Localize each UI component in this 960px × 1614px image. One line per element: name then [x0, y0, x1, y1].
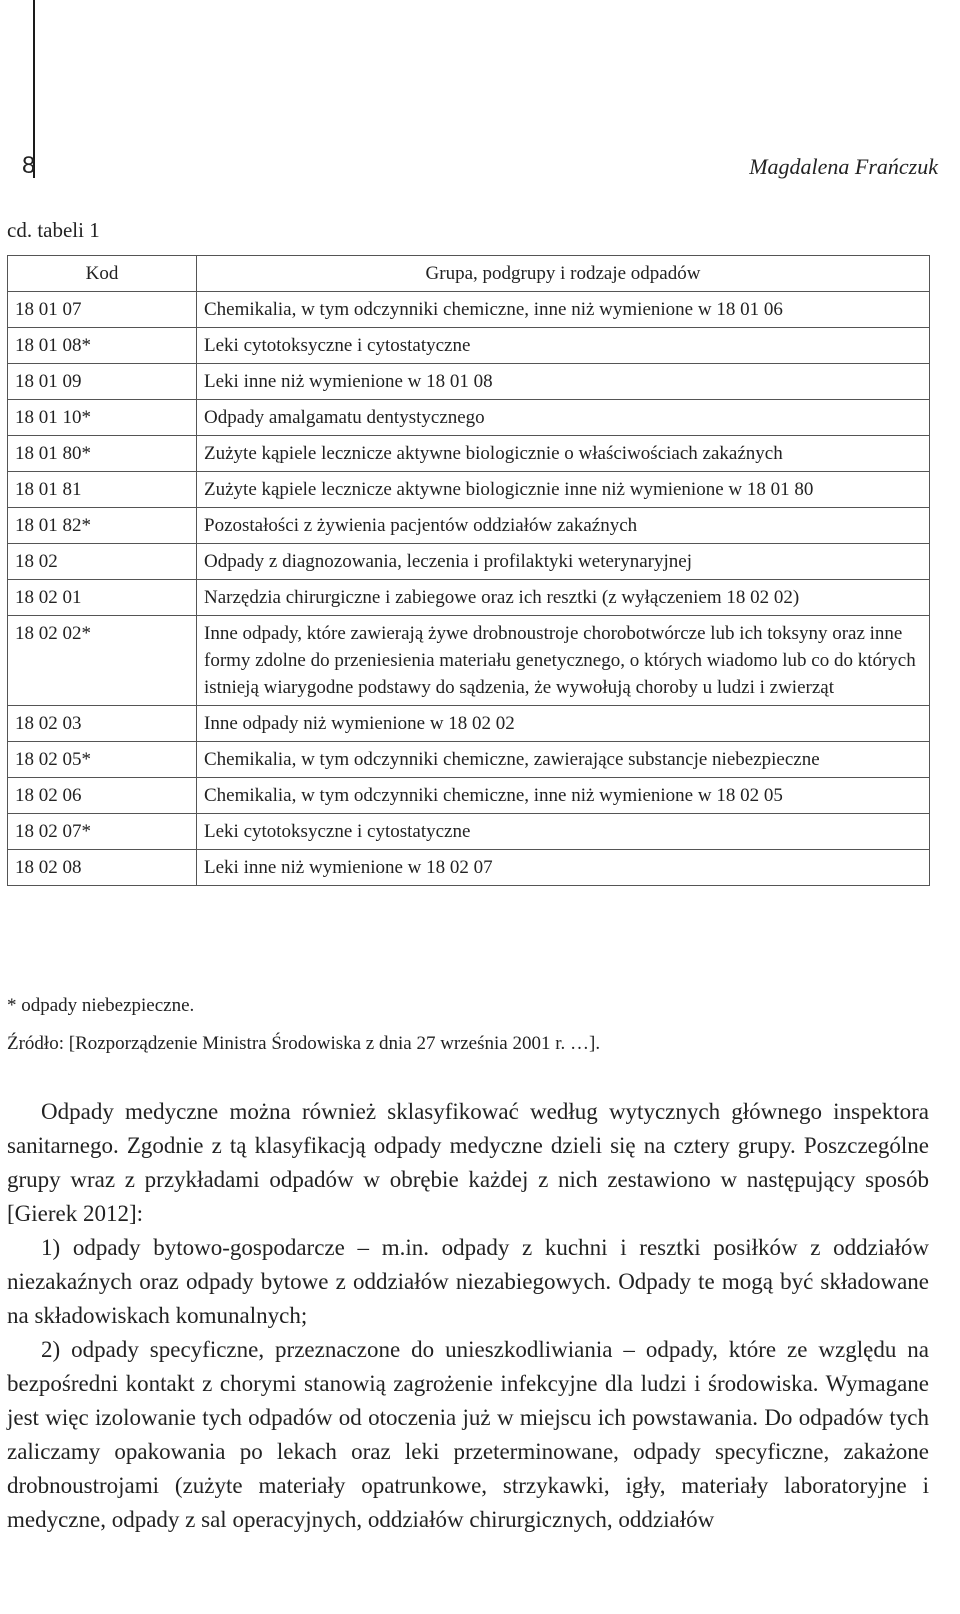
waste-description: Leki inne niż wymienione w 18 01 08 — [197, 364, 930, 400]
waste-code: 18 01 81 — [8, 472, 197, 508]
table-footnote: * odpady niebezpieczne. — [7, 995, 195, 1016]
waste-code: 18 01 80* — [8, 436, 197, 472]
running-header-author: Magdalena Frańczuk — [749, 154, 938, 179]
waste-description: Zużyte kąpiele lecznicze aktywne biologicznie inne niż wymienione w 18 01 80 — [197, 472, 930, 508]
table-row — [8, 400, 930, 436]
waste-code: 18 02 03 — [8, 706, 197, 742]
waste-description: Leki inne niż wymienione w 18 02 07 — [197, 850, 930, 886]
waste-code: 18 01 07 — [8, 292, 197, 328]
waste-description: Odpady z diagnozowania, leczenia i profilaktyki weterynaryjnej — [197, 544, 930, 580]
waste-description: Chemikalia, w tym odczynniki chemiczne, inne niż wymienione w 18 02 05 — [197, 778, 930, 814]
waste-code: 18 02 07* — [8, 814, 197, 850]
column-header-code: Kod — [8, 256, 197, 292]
waste-code: 18 01 82* — [8, 508, 197, 544]
waste-description: Chemikalia, w tym odczynniki chemiczne, inne niż wymienione w 18 01 06 — [197, 292, 930, 328]
waste-description: Zużyte kąpiele lecznicze aktywne biologicznie o właściwościach zakaźnych — [197, 436, 930, 472]
table-row — [8, 472, 930, 508]
column-header-description: Grupa, podgrupy i rodzaje odpadów — [197, 256, 930, 292]
table-row — [8, 778, 930, 814]
table-row — [8, 544, 930, 580]
table-row — [8, 436, 930, 472]
body-text — [7, 1095, 929, 1537]
waste-code: 18 01 09 — [8, 364, 197, 400]
waste-description: Pozostałości z żywienia pacjentów oddziałów zakaźnych — [197, 508, 930, 544]
table-row — [8, 742, 930, 778]
waste-description: Chemikalia, w tym odczynniki chemiczne, zawierające substancje niebezpieczne — [197, 742, 930, 778]
waste-code: 18 02 08 — [8, 850, 197, 886]
waste-code: 18 02 06 — [8, 778, 197, 814]
waste-code: 18 02 02* — [8, 616, 197, 706]
table-row — [8, 580, 930, 616]
waste-description: Leki cytotoksyczne i cytostatyczne — [197, 814, 930, 850]
page-number: 8 — [22, 152, 36, 179]
table-row — [8, 814, 930, 850]
table-row — [8, 328, 930, 364]
paragraph: Odpady medyczne można również sklasyfikować według wytycznych głównego inspektora sanitarnego. Zgodnie z tą klasyfikacją odpady medyczne dzieli się na cztery grupy. Poszczególne grupy wraz z przykładami odpadów w obrębie każdej z nich zestawiono w następujący sposób [Gierek 2012]: — [7, 1099, 929, 1226]
waste-code: 18 01 08* — [8, 328, 197, 364]
waste-codes-table — [7, 255, 930, 886]
waste-code: 18 01 10* — [8, 400, 197, 436]
waste-code: 18 02 — [8, 544, 197, 580]
table-caption: cd. tabeli 1 — [7, 218, 100, 242]
waste-description: Inne odpady niż wymienione w 18 02 02 — [197, 706, 930, 742]
waste-description: Inne odpady, które zawierają żywe drobnoustroje chorobotwórcze lub ich toksyny oraz inne formy zdolne do przeniesienia materiału genetycznego, o których wiadomo lub co do których istnieją wiarygodne podstawy do sądzenia, że wywołują choroby u ludzi i zwierząt — [197, 616, 930, 706]
paragraph: 1) odpady bytowo-gospodarcze – m.in. odpady z kuchni i resztki posiłków z oddziałów niezakaźnych oraz odpady bytowe z oddziałów niezabiegowych. Odpady te mogą być składowane na składowiskach komunalnych; — [7, 1235, 929, 1328]
table-row — [8, 508, 930, 544]
waste-description: Leki cytotoksyczne i cytostatyczne — [197, 328, 930, 364]
waste-code: 18 02 01 — [8, 580, 197, 616]
waste-description: Narzędzia chirurgiczne i zabiegowe oraz ich resztki (z wyłączeniem 18 02 02) — [197, 580, 930, 616]
table-row — [8, 706, 930, 742]
paragraph: 2) odpady specyficzne, przeznaczone do unieszkodliwiania – odpady, które ze względu na bezpośredni kontakt z chorymi stanowią zagrożenie infekcyjne dla ludzi i środowiska. Wymagane jest więc izolowanie tych odpadów od otoczenia już w miejscu ich powstawania. Do odpadów tych zaliczamy opakowania po lekach oraz leki przeterminowane, odpady specyficzne, zakażone drobnoustrojami (zużyte materiały opatrunkowe, strzykawki, igły, materiały laboratoryjne i medyczne, odpady z sal operacyjnych, oddziałów chirurgicznych, oddziałów — [7, 1337, 929, 1532]
waste-code: 18 02 05* — [8, 742, 197, 778]
table-header-row — [8, 256, 930, 292]
table-row — [8, 850, 930, 886]
table-row — [8, 616, 930, 706]
waste-description: Odpady amalgamatu dentystycznego — [197, 400, 930, 436]
table-row — [8, 292, 930, 328]
table-row — [8, 364, 930, 400]
table-source: Źródło: [Rozporządzenie Ministra Środowiska z dnia 27 września 2001 r. …]. — [7, 1033, 601, 1054]
